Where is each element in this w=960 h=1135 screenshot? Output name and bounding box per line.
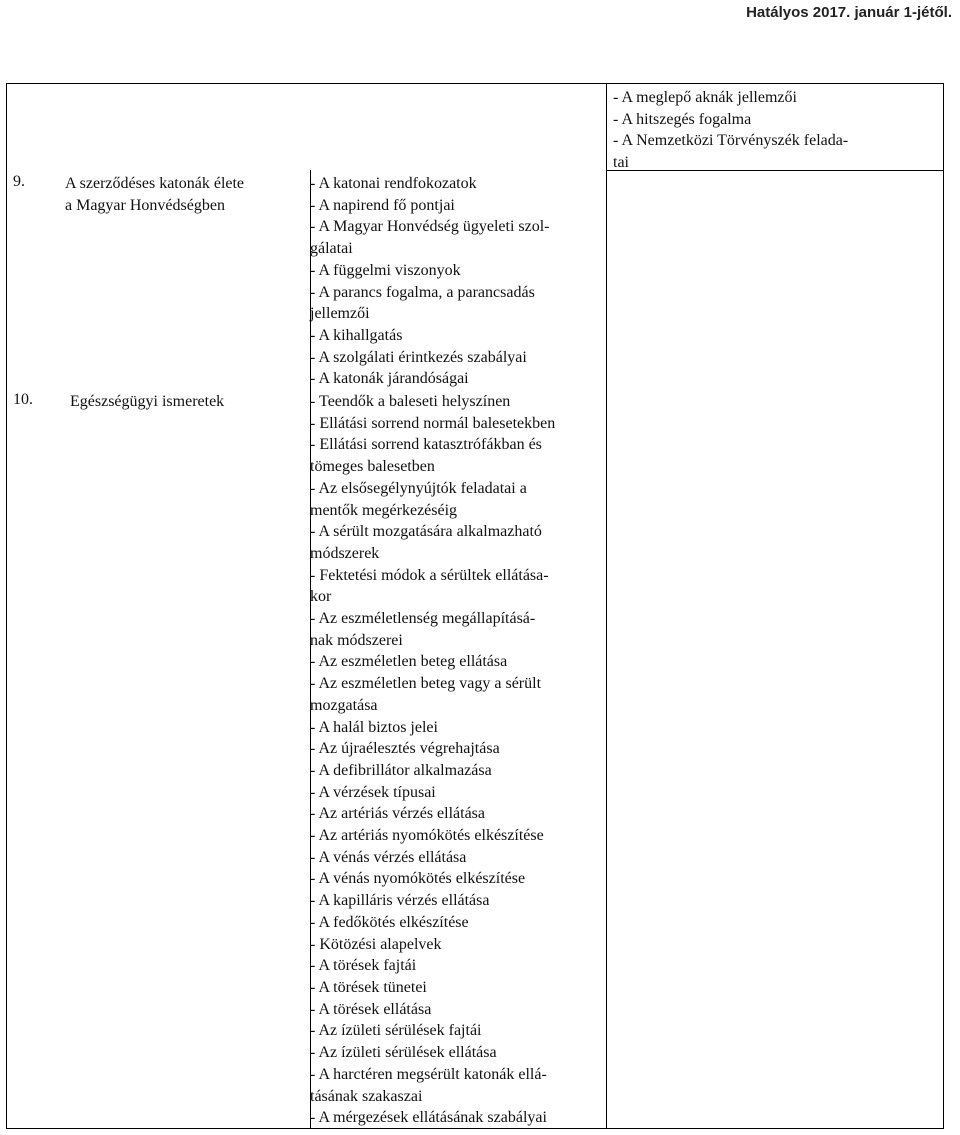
topic-line: - A törések tünetei	[310, 978, 427, 996]
top-right-cell	[613, 87, 848, 174]
topic-line: - A halál biztos jelei	[310, 718, 438, 736]
topic-line: - Ellátási sorrend katasztrófákban és	[310, 436, 542, 454]
topic-line: - A katonák járandóságai	[310, 370, 469, 388]
topic-line: - Fektetési módok a sérültek ellátása-	[310, 566, 549, 584]
topic-line: módszerek	[310, 544, 380, 562]
top-cell-line: - A meglepő aknák jellemzői	[613, 89, 797, 106]
row-10-title-line: Egészségügyi ismeretek	[70, 393, 225, 410]
curriculum-table	[6, 83, 944, 1129]
topic-line: - A napirend fő pontjai	[310, 196, 455, 214]
row-9-title-line: a Magyar Honvédségben	[65, 197, 225, 214]
topic-line: - A katonai rendfokozatok	[310, 175, 477, 192]
topic-line: - Teendők a baleseti helyszínen	[310, 393, 511, 410]
topic-line: - A függelmi viszonyok	[310, 261, 461, 279]
topic-line: - Kötözési alapelvek	[310, 935, 442, 953]
topic-line: - Az eszméletlen beteg vagy a sérült	[310, 675, 542, 693]
topic-line: mozgatása	[310, 696, 378, 714]
effective-date-header: Hatályos 2017. január 1-jétől.	[746, 4, 952, 21]
row-9-title-line: A szerződéses katonák élete	[65, 175, 245, 192]
topic-line: nak módszerei	[310, 631, 403, 649]
topic-line: - A harctéren megsérült katonák ellá-	[310, 1065, 547, 1083]
topic-line: tömeges balesetben	[310, 458, 435, 476]
top-cell-line: tai	[613, 154, 629, 172]
topic-line: - Az ízületi sérülések ellátása	[310, 1044, 497, 1062]
column-divider-left	[606, 84, 607, 1128]
topic-line: - Az artériás nyomókötés elkészítése	[310, 827, 544, 845]
topic-line: - A sérült mozgatására alkalmazható	[310, 523, 542, 541]
topic-line: kor	[310, 588, 332, 606]
topic-line: - A fedőkötés elkészítése	[310, 913, 469, 931]
topic-line: - A defibrillátor alkalmazása	[310, 761, 492, 779]
topic-line: jellemzői	[310, 305, 370, 323]
topic-line: tásának szakaszai	[310, 1087, 423, 1105]
top-cell-line: - A Nemzetközi Törvényszék felada-	[613, 132, 849, 150]
topic-line: - Az eszméletlen beteg ellátása	[310, 653, 508, 671]
topic-line: - A törések fajtái	[310, 957, 417, 975]
topic-line: - Ellátási sorrend normál balesetekben	[310, 414, 556, 432]
topic-line: - A vénás vérzés ellátása	[310, 848, 467, 866]
row-9-title	[65, 173, 244, 217]
topic-line: - A kapilláris vérzés ellátása	[310, 892, 490, 910]
topic-line: - A mérgezések ellátásának szabályai	[310, 1109, 547, 1127]
topic-line: - Az elsősegélynyújtók feladatai a	[310, 479, 527, 497]
row-10-title	[70, 391, 224, 413]
topic-line: gálatai	[310, 240, 353, 258]
topic-line: - A Magyar Honvédség ügyeleti szol-	[310, 218, 550, 236]
row-9-number: 9.	[13, 173, 25, 190]
row-9-topics	[310, 173, 604, 390]
topic-line: - A törések ellátása	[310, 1000, 432, 1018]
topic-line: - A szolgálati érintkezés szabályai	[310, 348, 527, 366]
topic-line: - Az újraélesztés végrehajtása	[310, 740, 500, 758]
topic-line: - A vérzések típusai	[310, 783, 436, 801]
row-10-topics	[310, 391, 604, 1129]
topic-line: - Az ízületi sérülések fajtái	[310, 1022, 482, 1040]
topic-line: - Az eszméletlenség megállapításá-	[310, 610, 536, 628]
topic-line: mentők megérkezéséig	[310, 501, 458, 519]
top-cell-line: - A hitszegés fogalma	[613, 110, 752, 128]
topic-line: - A parancs fogalma, a parancsadás	[310, 283, 535, 301]
row-10-number: 10.	[13, 391, 33, 408]
topic-line: - Az artériás vérzés ellátása	[310, 805, 486, 823]
topic-line: - A vénás nyomókötés elkészítése	[310, 870, 526, 888]
topic-line: - A kihallgatás	[310, 326, 403, 344]
